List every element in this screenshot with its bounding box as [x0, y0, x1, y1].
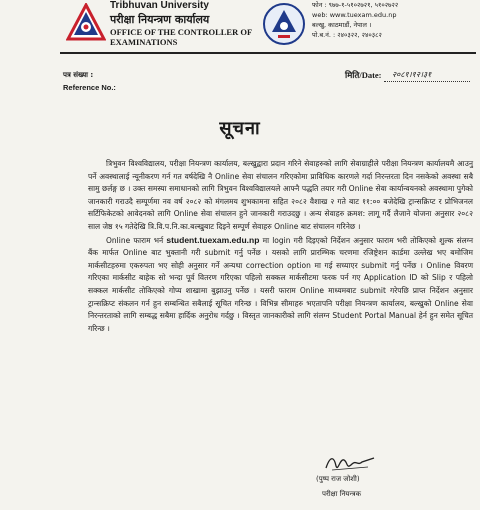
notice-body	[88, 158, 473, 335]
notice-title: सूचना	[219, 118, 261, 139]
paragraph-2-start: Online फाराम भर्न	[106, 235, 167, 245]
tu-emblem-icon	[66, 3, 106, 43]
reference-label: Reference No.:	[63, 83, 116, 92]
phone-line: फोन : ९७७-१-५१०२७२१, ५१०२७२२	[312, 1, 399, 9]
signatory-designation: परीक्षा नियन्त्रक	[322, 490, 361, 498]
paragraph-1: त्रिभुवन विश्वविद्यालय, परीक्षा नियन्त्रण कार्यालय, बल्खुद्वारा प्रदान गरिने सेवाहरुको लागि सेवाग्राहीले परीक्षा नियन्त्रण कार्यालयमै आउनु पर्ने अवस्थालाई न्यूनीकरण गर्न गत वर्षदेखि नै Online सेवा संचालन गरिएकोमा प्राविधिक कारणले गर्दा निरन्तरता दिन नसकेको अवस्था सबै सामु छर्लङ्ग छ । उक्त समस्या समाधानको लागि त्रिभुवन विश्वविद्यालयले आफ्नै पद्धति तयार गरी Online सेवा कार्यान्वयनको अवस्थामा पुगेको जानकारी गराउदै सम्पूर्णमा नव वर्ष २०८२ को मंगलमय शुभकामना सहित २०८२ वैशाख २ गते बाट ११:०० बजेदेखि ट्रान्सक्रिप्ट र प्रोभिजनल सर्टिफिकेटको आवेदनको लागि Online सेवा संचालन हुने जानकारी गराउदछु । अन्य सेवाहरु क्रमश: लागू गर्दै लैजाने योजना अनुसार २०८२ साल जेष्ठ १५ गतेदेखि त्रि.वि.प.नि.का.बल्खुबाट दिइने सम्पूर्ण सेवाहरु Online बाट संचालन गरिनेछ ।	[88, 159, 473, 231]
university-name: Tribhuvan University	[110, 0, 209, 11]
po-box: पो.ब.नं. : २४०३२२, २४०३८२	[312, 31, 382, 39]
date-value: २०८१।१२।३१	[392, 70, 432, 79]
paragraph-2-rest: मा login गरी दिइएको निर्देशन अनुसार फाराम भरी तोकिएको शुल्क संलग्न बैंक मार्फत Online बाट भुक्तानी गरी submit गर्नु पर्नेछ । यसको लागि प्रारम्भिक चरणमा रजिष्ट्रेशन कार्डमा उल्लेख भए बमोजिम मार्कसीटहरुमा एकरुपता भए सोही अनुसार गर्ने अन्यथा correction option मा गई सच्याएर submit गर्नु पर्नेछ । Online विवरण गरिएका मार्कसीट बाहेक सो भन्दा पूर्व वितरण गरिएका पहिलो सक्कल मार्कसीटमा फरक पर्न गए Application ID को Slip र पहिलो सक्कल मार्कसीट तोकिएको गोप्य शाखामा बुझाउनु पर्नेछ । यसरी फाराम Online माध्यमबाट submit गरेपछि प्राप्त निर्देशन अनुसार ट्रान्सक्रिप्ट संकलन गर्न हुन सम्बन्धित सबैलाई सूचित गरिन्छ । विभिन्न सीमाहरु भएतापनि परीक्षा नियन्त्रण कार्यालय, बल्खुको Online सेवा निरन्तरताको लागि सम्बद्ध सबैमा हार्दिक अनुरोध गर्दछु । विस्तृत जानकारीको लागि संलग्न Student Portal Manual हेर्न हुन समेत सूचित गरिन्छ ।	[88, 235, 473, 333]
signature-icon	[322, 452, 382, 474]
patra-sankhya-label: पत्र संख्या :	[63, 71, 94, 79]
office-name-nepali: परीक्षा नियन्त्रण कार्यालय	[110, 13, 210, 26]
address: बल्खु, काठमाडौं, नेपाल ।	[312, 21, 372, 29]
date-underline	[384, 81, 470, 82]
signatory-name: (पुष्प राज जोशी)	[316, 475, 360, 483]
contact-info	[312, 0, 477, 40]
header-divider	[60, 52, 476, 54]
office-name-english: OFFICE OF THE CONTROLLER OF EXAMINATIONS	[110, 27, 252, 47]
date-label: मिति/Date:	[345, 70, 382, 80]
exam-office-seal-icon	[262, 2, 306, 46]
student-portal-url: student.tuexam.edu.np	[166, 234, 260, 245]
letterhead-title	[110, 0, 270, 47]
website: web: www.tuexam.edu.np	[312, 11, 397, 19]
paragraph-2	[88, 234, 473, 336]
